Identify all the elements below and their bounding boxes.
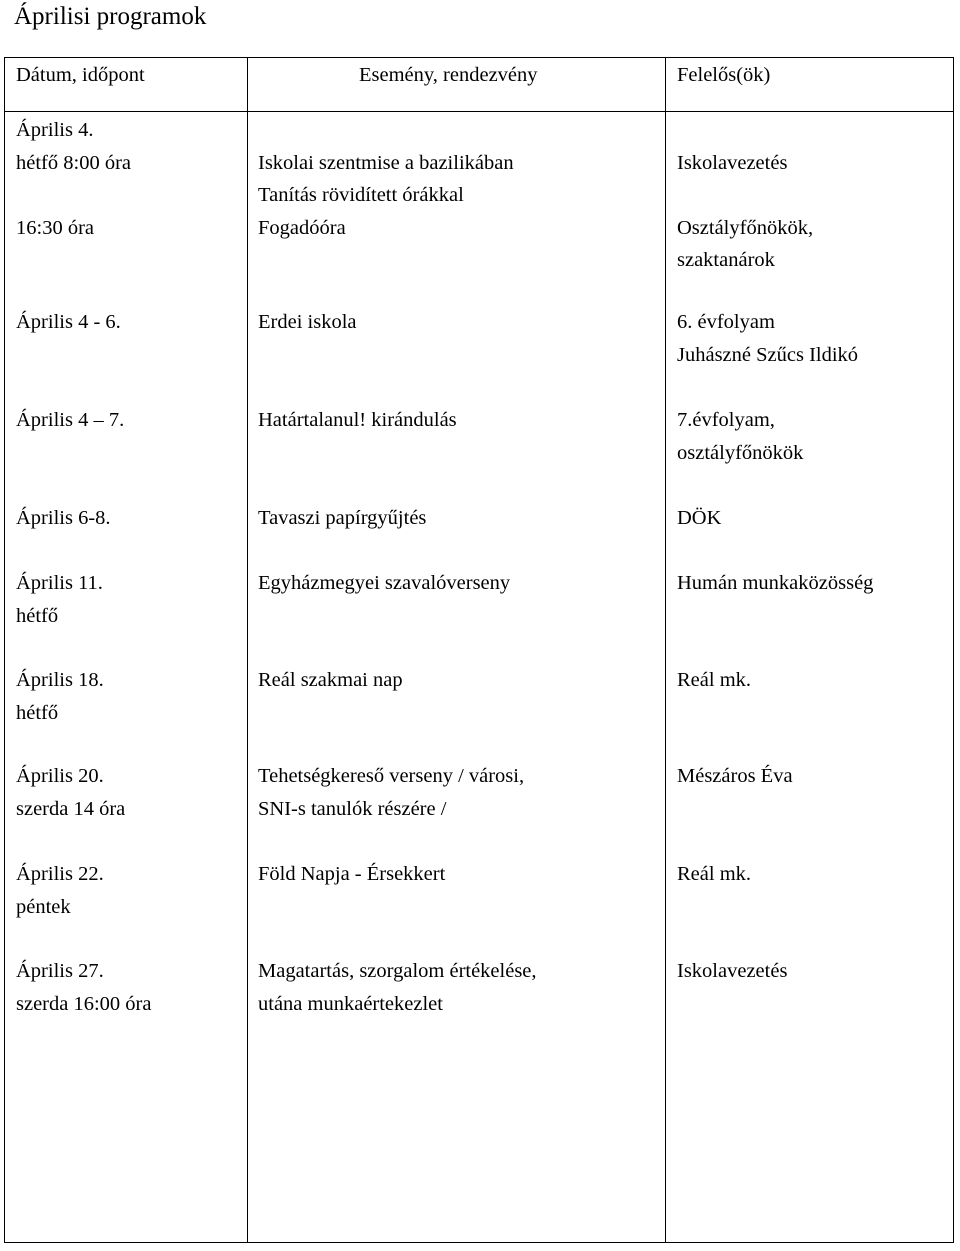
page-title: Áprilisi programok: [14, 3, 207, 30]
cell-line: [677, 179, 813, 212]
cell-line: Humán munkaközösség: [677, 572, 874, 594]
event-cell: [258, 502, 426, 535]
cell-line: SNI-s tanulók részére /: [258, 797, 447, 820]
cell-line: szerda 16:00 óra: [16, 992, 152, 1015]
cell-line: [16, 179, 131, 212]
cell-line: Április 4 – 7.: [16, 409, 125, 431]
cell-line: Mészáros Éva: [677, 765, 793, 787]
cell-line: Reál szakmai nap: [258, 669, 403, 691]
cell-line: Iskolai szentmise a bazilikában: [258, 151, 514, 174]
cell-line: Magatartás, szorgalom értékelése,: [258, 960, 537, 982]
cell-line: Reál mk.: [677, 863, 752, 885]
cell-line: Határtalanul! kirándulás: [258, 409, 457, 431]
date-cell: [16, 858, 104, 923]
cell-line: 7.évfolyam,: [677, 409, 775, 431]
responsible-cell: [677, 955, 787, 988]
cell-line: Április 11.: [16, 572, 103, 594]
cell-line: Tavaszi papírgyűjtés: [258, 507, 427, 529]
date-cell: [16, 955, 151, 1020]
date-cell: [16, 306, 121, 339]
header-responsible: Felelős(ök): [677, 64, 771, 86]
cell-line: 6. évfolyam: [677, 311, 775, 333]
responsible-cell: [677, 664, 751, 697]
event-cell: [258, 858, 445, 891]
date-cell: [16, 114, 131, 244]
cell-line: Április 18.: [16, 669, 104, 691]
cell-line: utána munkaértekezlet: [258, 992, 443, 1015]
responsible-cell: [677, 760, 793, 793]
column-divider: [665, 57, 666, 1243]
event-cell: [258, 664, 403, 697]
cell-line: Tanítás rövidített órákkal: [258, 184, 464, 206]
cell-line: Április 6-8.: [16, 507, 111, 529]
responsible-cell: [677, 567, 873, 600]
cell-line: DÖK: [677, 507, 722, 529]
cell-line: Iskolavezetés: [677, 960, 788, 982]
cell-line: péntek: [16, 895, 71, 918]
responsible-cell: [677, 858, 751, 891]
cell-line: Április 20.: [16, 765, 104, 787]
cell-line: Iskolavezetés: [677, 151, 788, 174]
cell-line: Reál mk.: [677, 669, 752, 691]
date-cell: [16, 664, 104, 729]
event-cell: [258, 567, 510, 600]
cell-line: Április 4.: [16, 119, 94, 141]
cell-line: hétfő: [16, 604, 59, 627]
cell-line: Fogadóóra: [258, 216, 346, 239]
cell-line: Föld Napja - Érsekkert: [258, 863, 446, 885]
header-date: Dátum, időpont: [16, 64, 145, 86]
responsible-cell: [677, 502, 721, 535]
cell-line: osztályfőnökök: [677, 441, 804, 464]
cell-line: 16:30 óra: [16, 216, 94, 239]
date-cell: [16, 404, 124, 437]
date-cell: [16, 567, 103, 632]
cell-line: Április 4 - 6.: [16, 311, 121, 333]
responsible-cell: [677, 114, 813, 277]
cell-line: szaktanárok: [677, 249, 775, 271]
cell-line: Április 27.: [16, 960, 104, 982]
cell-line: Osztályfőnökök,: [677, 216, 814, 239]
event-cell: [258, 306, 357, 339]
responsible-cell: [677, 306, 858, 371]
cell-line: Április 22.: [16, 863, 104, 885]
date-cell: [16, 760, 125, 825]
event-cell: [258, 955, 537, 1020]
event-cell: [258, 760, 524, 825]
cell-line: [677, 114, 813, 147]
header-divider: [4, 111, 954, 112]
header-event: Esemény, rendezvény: [359, 64, 538, 86]
cell-line: szerda 14 óra: [16, 797, 126, 820]
column-divider: [247, 57, 248, 1243]
cell-line: Juhászné Szűcs Ildikó: [677, 343, 859, 366]
cell-line: Egyházmegyei szavalóverseny: [258, 572, 511, 594]
cell-line: hétfő: [16, 701, 59, 724]
cell-line: hétfő 8:00 óra: [16, 151, 131, 174]
cell-line: Erdei iskola: [258, 311, 357, 333]
event-cell: [258, 114, 514, 244]
date-cell: [16, 502, 111, 535]
cell-line: Tehetségkereső verseny / városi,: [258, 765, 525, 787]
event-cell: [258, 404, 457, 437]
responsible-cell: [677, 404, 803, 469]
cell-line: [258, 114, 514, 147]
